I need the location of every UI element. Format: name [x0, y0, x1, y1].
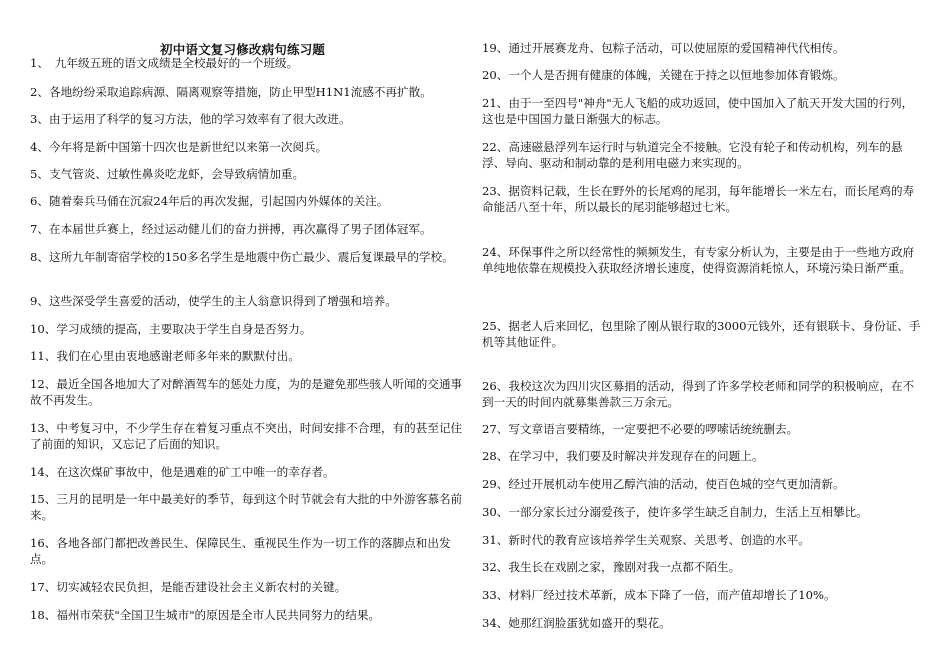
exercise-item-25: 25、据老人后来回忆，包里除了刚从银行取的3000元钱外，还有银联卡、身份证、手机等其他证件。: [482, 319, 921, 349]
exercise-item-11: 11、我们在心里由衷地感谢老师多年来的默默付出。: [30, 349, 300, 363]
exercise-item-2: 2、各地纷纷采取追踪病源、隔离观察等措施，防止甲型H1N1流感不再扩散。: [30, 85, 432, 99]
exercise-item-34: 34、她那红润脸蛋犹如盛开的梨花。: [482, 616, 671, 630]
exercise-item-29: 29、经过开展机动车使用乙醇汽油的活动，使百色城的空气更加清新。: [482, 477, 845, 491]
exercise-item-14: 14、在这次煤矿事故中，他是遇难的矿工中唯一的幸存者。: [30, 465, 335, 479]
exercise-item-17: 17、切实减轻农民负担，是能否建设社会主义新农村的关键。: [30, 580, 347, 594]
exercise-item-8: 8、这所九年制寄宿学校的150多名学生是地震中伤亡最少、震后复课最早的学校。: [30, 250, 454, 264]
exercise-item-33: 33、材料厂经过技术革新，成本下降了一倍，而产值却增长了10%。: [482, 588, 836, 602]
exercise-item-19: 19、通过开展赛龙舟、包粽子活动，可以使屈原的爱国精神代代相传。: [482, 41, 845, 55]
left-column: [30, 0, 470, 671]
exercise-item-7: 7、在本届世乒赛上，经过运动健儿们的奋力拼搏，再次赢得了男子团体冠军。: [30, 222, 432, 236]
exercise-item-27: 27、写文章语言要精练，一定要把不必要的啰嗦话统统删去。: [482, 422, 799, 436]
exercise-item-23: 23、据资料记载，生长在野外的长尾鸡的尾羽，每年能增长一米左右，而长尾鸡的寿命能活八至十年，所以最长的尾羽能够超过七米。: [482, 184, 915, 214]
exercise-item-16: 16、各地各部门都把改善民生、保障民生、重视民生作为一切工作的落脚点和出发点。: [30, 536, 451, 566]
exercise-item-10: 10、学习成绩的提高，主要取决于学生自身是否努力。: [30, 322, 312, 336]
exercise-item-18: 18、福州市荣获"全国卫生城市"的原因是全市人民共同努力的结果。: [30, 608, 381, 622]
document-title: 初中语文复习修改病句练习题: [160, 42, 326, 57]
exercise-item-1: 1、 九年级五班的语文成绩是全校最好的一个班级。: [30, 56, 299, 70]
exercise-item-28: 28、在学习中，我们要及时解决并发现存在的问题上。: [482, 449, 764, 463]
exercise-item-31: 31、新时代的教育应该培养学生关观察、关思考、创造的水平。: [482, 533, 810, 547]
exercise-item-20: 20、一个人是否拥有健康的体魄，关键在于持之以恒地参加体育锻炼。: [482, 68, 845, 82]
exercise-item-21: 21、由于一至四号"神舟"无人飞船的成功返回，使中国加入了航天开发大国的行列，这也是中国国力量日渐强大的标志。: [482, 96, 914, 126]
exercise-item-30: 30、一部分家长过分溺爱孩子，使许多学生缺乏自制力，生活上互相攀比。: [482, 505, 868, 519]
exercise-item-15: 15、三月的昆明是一年中最美好的季节，每到这个时节就会有大批的中外游客慕名前来。: [30, 492, 463, 522]
exercise-item-5: 5、支气管炎、过敏性鼻炎吃龙虾，会导致病情加重。: [30, 167, 305, 181]
exercise-item-32: 32、我生长在戏剧之家，豫剧对我一点都不陌生。: [482, 560, 741, 574]
right-column: [482, 0, 922, 671]
exercise-item-24: 24、环保事件之所以经常性的频频发生，有专家分析认为，主要是由于一些地方政府单纯地依靠在规模投入获取经济增长速度，使得资源消耗惊人，环境污染日渐严重。: [482, 245, 915, 275]
exercise-item-4: 4、今年将是新中国第十四次也是新世纪以来第一次阅兵。: [30, 140, 328, 154]
exercise-item-6: 6、随着秦兵马俑在沉寂24年后的再次发掘，引起国内外媒体的关注。: [30, 194, 389, 208]
exercise-item-22: 22、高速磁悬浮列车运行时与轨道完全不接触。它没有轮子和传动机构，列车的悬浮、导向、驱动和制动靠的是利用电磁力来实现的。: [482, 140, 903, 170]
exercise-item-13: 13、中考复习中，不少学生存在着复习重点不突出，时间安排不合理，有的甚至记住了前面的知识，又忘记了后面的知识。: [30, 421, 463, 451]
exercise-item-26: 26、我校这次为四川灾区募捐的活动，得到了许多学校老师和同学的积极响应，在不到一天的时间内就募集善款三万余元。: [482, 379, 915, 409]
exercise-item-3: 3、由于运用了科学的复习方法，他的学习效率有了很大改进。: [30, 112, 351, 126]
exercise-item-9: 9、这些深受学生喜爱的活动，使学生的主人翁意识得到了增强和培养。: [30, 294, 397, 308]
exercise-item-12: 12、最近全国各地加大了对醉酒驾车的惩处力度，为的是避免那些骇人听闻的交通事故不再发生。: [30, 377, 463, 407]
